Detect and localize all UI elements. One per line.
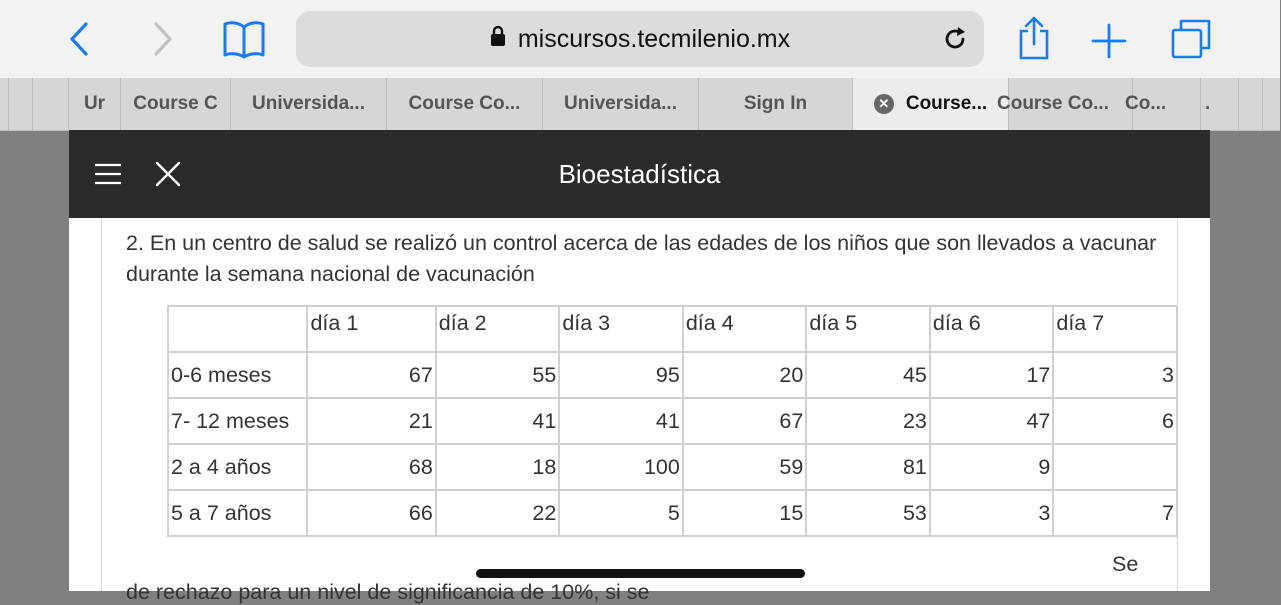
tab-stub[interactable] xyxy=(32,78,57,130)
table-row xyxy=(168,398,1177,444)
tab[interactable] xyxy=(120,78,230,130)
tab-label: Course... xyxy=(905,93,988,114)
tabs-icon[interactable] xyxy=(1168,16,1214,60)
table-cell: 6 xyxy=(1053,398,1177,444)
data-table-container xyxy=(167,305,1178,557)
tab-label: Ur xyxy=(83,93,106,114)
content-area xyxy=(69,218,1210,604)
table-cell: 17 xyxy=(930,352,1054,398)
table-cell: 22 xyxy=(436,490,560,536)
tab-active[interactable] xyxy=(852,78,1008,130)
address-bar[interactable] xyxy=(296,11,984,67)
table-cell: 23 xyxy=(806,398,930,444)
table-row xyxy=(168,444,1177,490)
table-cell: 45 xyxy=(806,352,930,398)
tab[interactable] xyxy=(997,78,1132,130)
tab[interactable] xyxy=(1125,78,1200,130)
page-title: Bioestadística xyxy=(558,158,721,189)
table-cell xyxy=(1053,444,1177,490)
column-header: día 2 xyxy=(436,306,560,352)
table-cell: 67 xyxy=(683,398,807,444)
tab-stub[interactable] xyxy=(1262,78,1281,130)
table-cell: 95 xyxy=(559,352,683,398)
table-row xyxy=(168,490,1177,536)
table-cell: 5 xyxy=(559,490,683,536)
question-text: 2. En un centro de salud se realizó un control acerca de las edades de los niños que son llevados a vacunar durante la semana nacional de vacunación xyxy=(126,231,1157,286)
tab-stub[interactable] xyxy=(8,78,33,130)
tab-label: Universida... xyxy=(564,93,677,114)
table-cell: 21 xyxy=(307,398,435,444)
tab-label: Universida... xyxy=(252,93,365,114)
tab[interactable] xyxy=(386,78,542,130)
table-cell: 9 xyxy=(930,444,1054,490)
lock-icon xyxy=(490,25,506,54)
table-cell: 67 xyxy=(307,352,435,398)
browser-toolbar xyxy=(0,0,1280,78)
row-label: 5 a 7 años xyxy=(168,490,307,536)
tab-label: . xyxy=(1205,93,1211,114)
table-cell: 53 xyxy=(806,490,930,536)
data-table xyxy=(167,305,1178,537)
tab-strip xyxy=(0,78,1280,131)
app-header xyxy=(69,130,1210,218)
table-cell: 59 xyxy=(683,444,807,490)
close-tab-icon[interactable]: ✕ xyxy=(874,94,894,114)
column-header: día 6 xyxy=(930,306,1054,352)
tab[interactable] xyxy=(542,78,698,130)
tab-stub[interactable] xyxy=(1238,78,1263,130)
home-indicator[interactable] xyxy=(476,569,805,578)
table-cell: 20 xyxy=(683,352,807,398)
reload-icon[interactable] xyxy=(940,24,970,54)
row-label: 2 a 4 años xyxy=(168,444,307,490)
row-label: 0-6 meses xyxy=(168,352,307,398)
table-cell: 15 xyxy=(683,490,807,536)
bottom-partial-text: de rechazo para un nivel de significancia de 10%, si se xyxy=(126,580,650,604)
forward-icon[interactable] xyxy=(146,20,180,58)
table-header-row xyxy=(168,306,1177,352)
tab-label: Course C xyxy=(133,93,218,114)
tab[interactable] xyxy=(230,78,386,130)
table-cell: 41 xyxy=(436,398,560,444)
trailing-text: Se xyxy=(1112,552,1139,576)
tab[interactable] xyxy=(698,78,852,130)
table-cell: 41 xyxy=(559,398,683,444)
table-cell: 7 xyxy=(1053,490,1177,536)
table-cell: 3 xyxy=(930,490,1054,536)
column-header: día 3 xyxy=(559,306,683,352)
table-cell: 81 xyxy=(806,444,930,490)
tab-label: Course Co... xyxy=(997,93,1109,114)
column-header: día 1 xyxy=(307,306,435,352)
table-cell: 100 xyxy=(559,444,683,490)
back-icon[interactable] xyxy=(62,20,96,58)
url-text: miscursos.tecmilenio.mx xyxy=(517,24,791,53)
column-header: día 7 xyxy=(1053,306,1177,352)
table-cell: 66 xyxy=(307,490,435,536)
tab-label: Course Co... xyxy=(408,93,521,114)
column-header: día 5 xyxy=(806,306,930,352)
table-cell: 18 xyxy=(436,444,560,490)
column-header xyxy=(168,306,307,352)
row-label: 7- 12 meses xyxy=(168,398,307,444)
table-cell: 47 xyxy=(930,398,1054,444)
table-cell: 68 xyxy=(307,444,435,490)
content-border xyxy=(101,218,102,591)
bookmarks-icon[interactable] xyxy=(220,17,268,61)
tab-label: Co... xyxy=(1125,93,1167,114)
column-header: día 4 xyxy=(683,306,807,352)
tab[interactable] xyxy=(68,78,120,130)
new-tab-icon[interactable] xyxy=(1090,22,1128,60)
tab-label: Sign In xyxy=(743,93,808,114)
table-cell: 55 xyxy=(436,352,560,398)
table-row xyxy=(168,352,1177,398)
tab[interactable] xyxy=(1200,78,1238,130)
share-icon[interactable] xyxy=(1014,14,1054,62)
table-cell: 3 xyxy=(1053,352,1177,398)
